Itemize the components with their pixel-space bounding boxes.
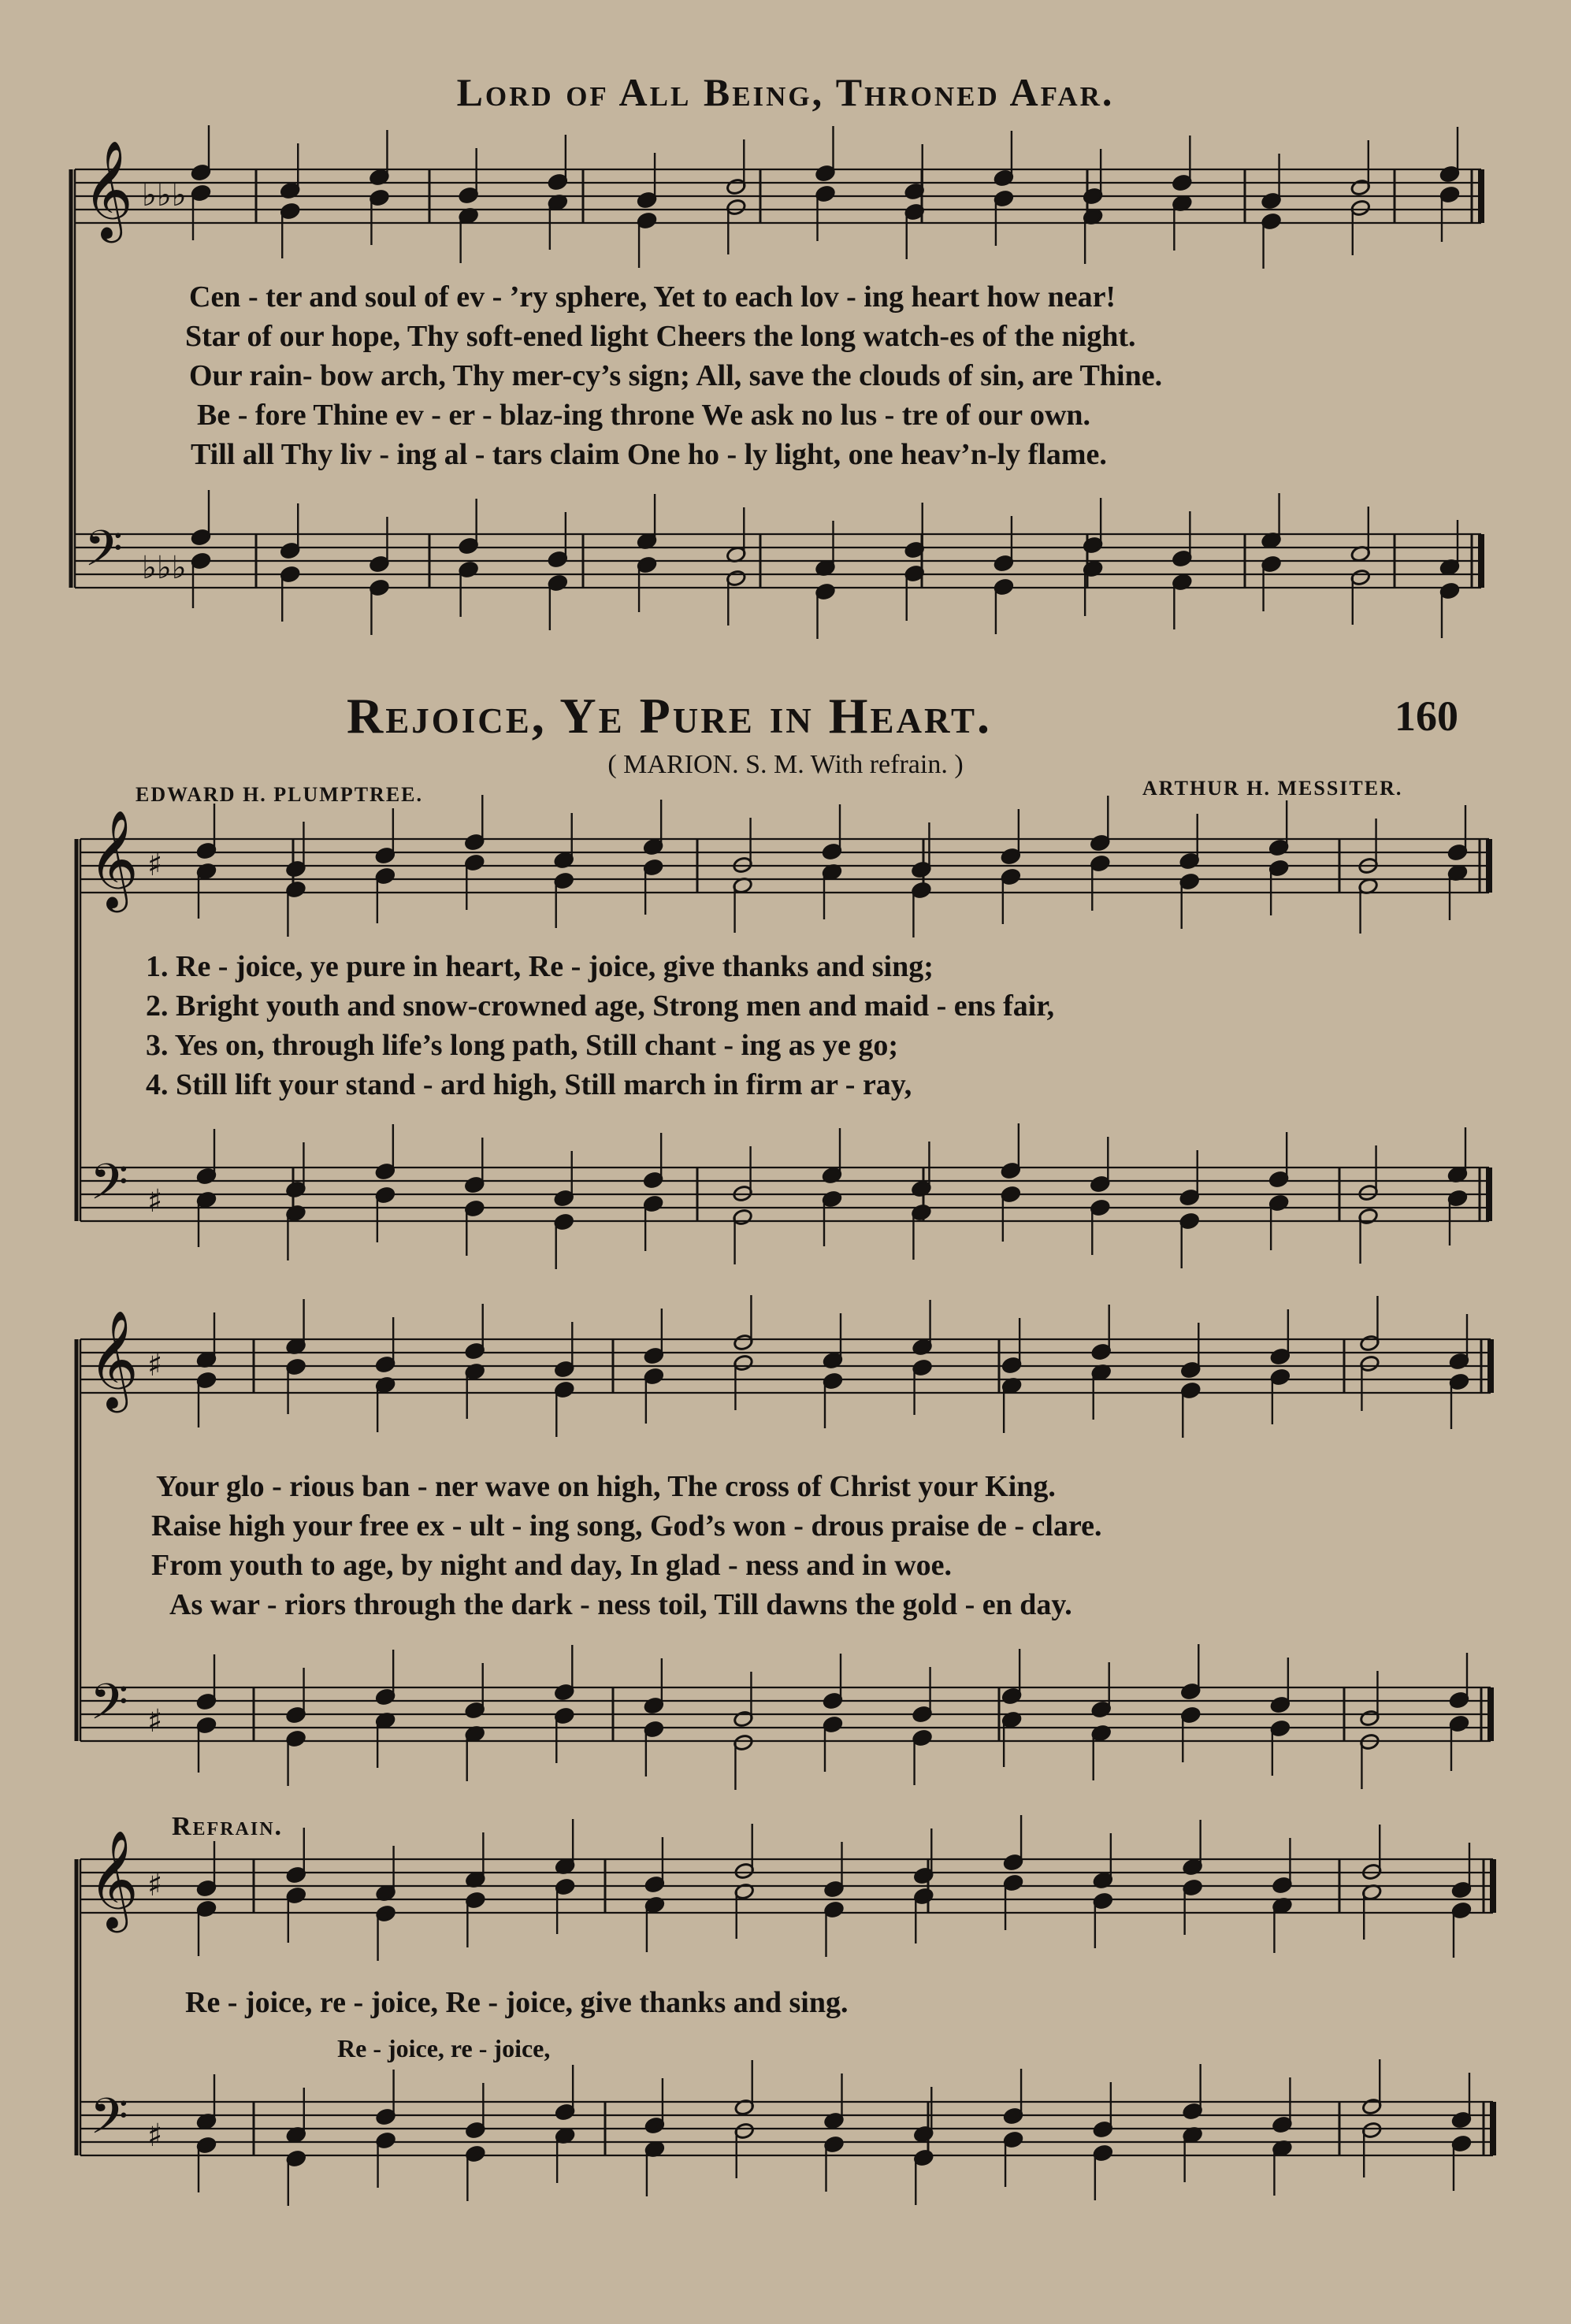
verse-4-line-b: As war - riors through the dark - ness toil, Till dawns the gold - en day. <box>169 1588 1072 1621</box>
key-signature: ♯ <box>147 1867 163 1903</box>
key-signature: ♭♭♭ <box>142 550 187 586</box>
hymn-title: Rejoice, Ye Pure in Heart. <box>347 688 992 744</box>
top-hymn-title: Lord of All Being, Throned Afar. <box>456 70 1115 114</box>
verse-3-line-b: From youth to age, by night and day, In glad - ness and in woe. <box>151 1549 953 1582</box>
verse-2-line-a: 2. Bright youth and snow-crowned age, Strong men and maid - ens fair, <box>146 989 1055 1023</box>
key-signature: ♯ <box>147 1347 163 1383</box>
treble-clef-icon: 𝄞 <box>88 1310 139 1409</box>
key-signature: ♯ <box>147 1183 163 1220</box>
top-verse-3: Our rain- bow arch, Thy mer-cy’s sign; All, save the clouds of sin, are Thine. <box>189 359 1163 392</box>
bass-clef-icon: 𝄢 <box>90 1672 128 1743</box>
refrain-bass-lyrics: Re - joice, re - joice, <box>337 2034 551 2062</box>
bass-clef-icon: 𝄢 <box>90 2087 128 2157</box>
verse-3-line-a: 3. Yes on, through life’s long path, Still chant - ing as ye go; <box>146 1029 899 1062</box>
composer-credit: ARTHUR H. MESSITER. <box>1142 777 1403 800</box>
refrain-label: Refrain. <box>172 1812 284 1841</box>
verse-1-line-a: 1. Re - joice, ye pure in heart, Re - joice, give thanks and sing; <box>146 950 934 983</box>
key-signature: ♯ <box>147 847 163 883</box>
bass-clef-icon: 𝄢 <box>84 519 123 589</box>
verse-2-line-b: Raise high your free ex - ult - ing song, God’s won - drous praise de - clare. <box>151 1509 1102 1543</box>
verse-1-line-b: Your glo - rious ban - ner wave on high, The cross of Christ your King. <box>156 1470 1056 1503</box>
treble-clef-icon: 𝄞 <box>88 1830 139 1929</box>
top-verse-2: Star of our hope, Thy soft-ened light Cheers the long watch-es of the night. <box>185 320 1136 353</box>
author-credit: EDWARD H. PLUMPTREE. <box>136 783 424 806</box>
tune-name: ( MARION. S. M. With refrain. ) <box>607 750 964 779</box>
key-signature: ♯ <box>147 2118 163 2154</box>
key-signature: ♯ <box>147 1703 163 1739</box>
verse-4-line-a: 4. Still lift your stand - ard high, Still march in firm ar - ray, <box>146 1068 912 1101</box>
treble-clef-icon: 𝄞 <box>83 140 133 239</box>
top-verse-5: Till all Thy liv - ing al - tars claim One ho - ly light, one heav’n-ly flame. <box>191 438 1107 471</box>
top-verse-4: Be - fore Thine ev - er - blaz-ing throne We ask no lus - tre of our own. <box>197 399 1091 432</box>
top-verse-1: Cen - ter and soul of ev - ’ry sphere, Yet to each lov - ing heart how near! <box>189 280 1116 314</box>
key-signature: ♭♭♭ <box>142 177 187 213</box>
treble-clef-icon: 𝄞 <box>88 810 139 908</box>
hymn-number: 160 <box>1395 692 1458 740</box>
bass-clef-icon: 𝄢 <box>90 1153 128 1223</box>
refrain-lyrics: Re - joice, re - joice, Re - joice, give thanks and sing. <box>185 1986 849 2019</box>
